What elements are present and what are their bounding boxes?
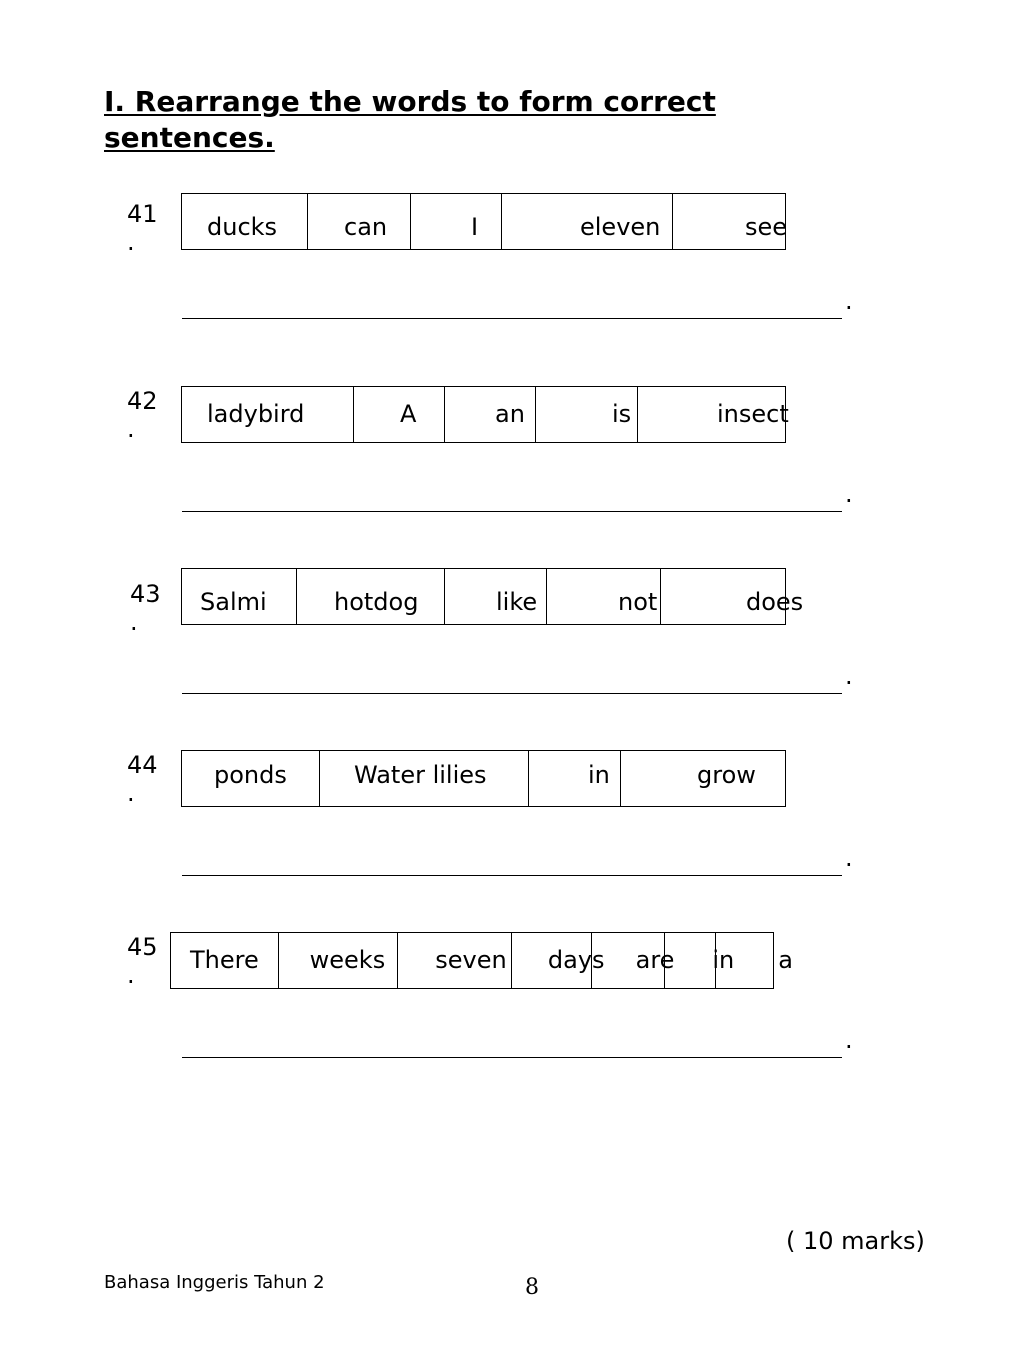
word-cell bbox=[279, 933, 399, 988]
answer-line bbox=[182, 693, 842, 694]
word: days bbox=[547, 946, 605, 974]
answer-line bbox=[182, 318, 842, 319]
word-cell bbox=[621, 751, 785, 806]
question-number-text: 41 bbox=[127, 200, 158, 228]
word-cell bbox=[354, 387, 445, 442]
question-number-text: 45 bbox=[127, 933, 158, 961]
word: ponds bbox=[214, 761, 287, 789]
word-box-42 bbox=[181, 386, 789, 443]
question-number-dot: . bbox=[127, 228, 135, 256]
word-cell bbox=[171, 933, 279, 988]
word-cell bbox=[547, 569, 661, 624]
word-cell bbox=[665, 933, 735, 988]
word: ladybird bbox=[207, 400, 305, 428]
word: are bbox=[635, 946, 675, 974]
word: insect bbox=[717, 400, 789, 428]
word: seven bbox=[435, 946, 507, 974]
word-cell bbox=[661, 569, 804, 624]
answer-line bbox=[182, 875, 842, 876]
question-number-dot: . bbox=[130, 608, 138, 636]
word: eleven bbox=[580, 213, 661, 241]
word: grow bbox=[697, 761, 756, 789]
answer-end-mark: . bbox=[845, 480, 853, 508]
question-number-dot: . bbox=[127, 779, 135, 807]
answer-end-mark: . bbox=[845, 1026, 853, 1054]
word-box-43 bbox=[181, 568, 804, 625]
word-cell bbox=[182, 751, 320, 806]
answer-line bbox=[182, 1057, 842, 1058]
word: see bbox=[745, 213, 788, 241]
word-cell bbox=[592, 933, 675, 988]
question-number bbox=[127, 751, 158, 807]
question-number bbox=[127, 387, 158, 443]
answer-end-mark: . bbox=[845, 662, 853, 690]
word-cell bbox=[411, 194, 502, 249]
question-number bbox=[127, 200, 158, 256]
word-cell bbox=[529, 751, 621, 806]
word-box-41 bbox=[181, 193, 786, 250]
word-cell bbox=[512, 933, 605, 988]
word: A bbox=[400, 400, 417, 428]
word: is bbox=[612, 400, 632, 428]
answer-end-mark: . bbox=[845, 844, 853, 872]
word: There bbox=[190, 946, 259, 974]
word-cell bbox=[182, 569, 297, 624]
question-number bbox=[127, 933, 158, 989]
word: Water lilies bbox=[354, 761, 487, 789]
word-cell bbox=[320, 751, 529, 806]
word-box-45 bbox=[170, 932, 793, 989]
word: a bbox=[778, 946, 793, 974]
word: like bbox=[496, 588, 538, 616]
word: hotdog bbox=[334, 588, 419, 616]
page-number: 8 bbox=[525, 1275, 539, 1300]
question-number-dot: . bbox=[127, 415, 135, 443]
word: in bbox=[588, 761, 610, 789]
word-cell bbox=[716, 933, 793, 988]
word: weeks bbox=[309, 946, 386, 974]
section-heading-line-2: sentences. bbox=[104, 121, 275, 154]
footer-subject: Bahasa Inggeris Tahun 2 bbox=[104, 1272, 325, 1293]
word: ducks bbox=[207, 213, 278, 241]
word-cell bbox=[502, 194, 673, 249]
section-heading bbox=[104, 84, 716, 156]
word: does bbox=[746, 588, 804, 616]
question-number-text: 44 bbox=[127, 751, 158, 779]
word: not bbox=[618, 588, 658, 616]
section-heading-line-1: I. Rearrange the words to form correct bbox=[104, 85, 716, 118]
word: can bbox=[344, 213, 388, 241]
word-cell bbox=[308, 194, 411, 249]
word: I bbox=[471, 213, 479, 241]
answer-line bbox=[182, 511, 842, 512]
question-number-text: 43 bbox=[130, 580, 161, 608]
word-box-44 bbox=[181, 750, 786, 807]
total-marks: ( 10 marks) bbox=[786, 1227, 925, 1255]
word: Salmi bbox=[200, 588, 267, 616]
question-number bbox=[130, 580, 161, 636]
answer-end-mark: . bbox=[845, 287, 853, 315]
question-number-text: 42 bbox=[127, 387, 158, 415]
word-cell bbox=[182, 387, 354, 442]
word-cell bbox=[638, 387, 789, 442]
word: in bbox=[712, 946, 735, 974]
question-number-dot: . bbox=[127, 961, 135, 989]
word: an bbox=[495, 400, 525, 428]
word-cell bbox=[673, 194, 788, 249]
word-cell bbox=[297, 569, 445, 624]
word-cell bbox=[445, 569, 547, 624]
word-cell bbox=[536, 387, 638, 442]
word-cell bbox=[182, 194, 308, 249]
word-cell bbox=[398, 933, 512, 988]
word-cell bbox=[445, 387, 536, 442]
